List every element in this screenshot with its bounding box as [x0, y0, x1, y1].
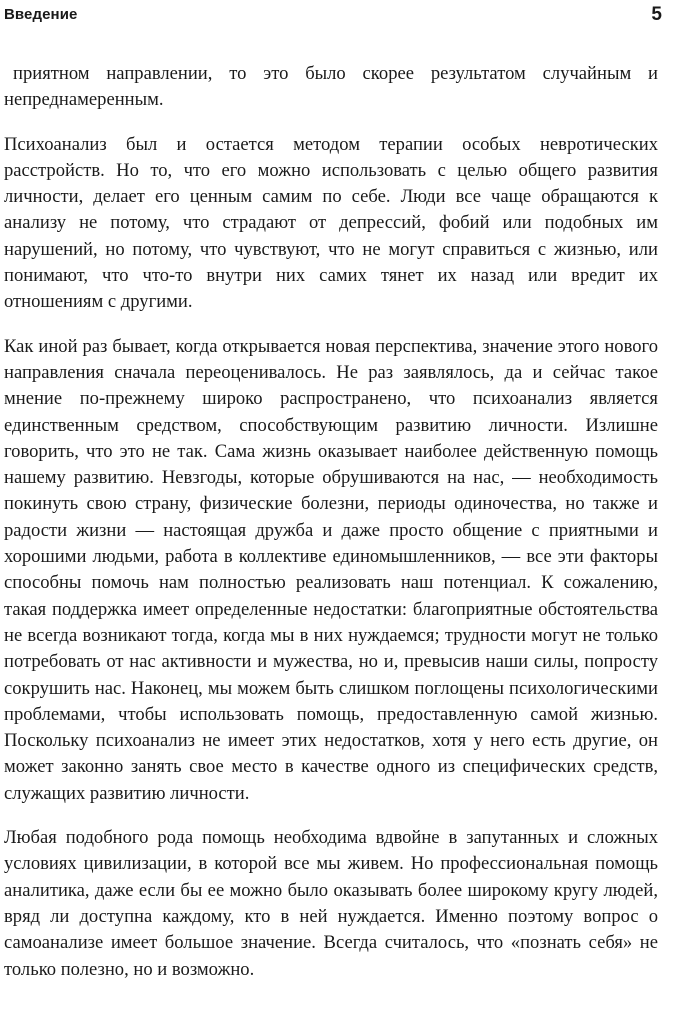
paragraph-psychoanalysis-therapy: Психоанализ был и остается методом терапии особых невротических расстройств. Но то, что его можно использовать с целью общего развития личности, делает его ценным самим по себе. Люди все чаще обращаются к анализу не потому, что страдают от депрессий, фобий или подобных им нарушений, но потому, что чувствуют, что не могут справиться с жизнью, или понимают, что что-то внутри них самих тянет их назад или вредит их отношениям с другими.	[4, 133, 658, 313]
section-title: Введение	[4, 6, 78, 23]
paragraph-continuation: приятном направлении, то это было скорее результатом случайным и непреднамеренным.	[4, 63, 658, 111]
paragraph-new-perspective: Как иной раз бывает, когда открывается новая перспектива, значение этого нового направления сначала переоценивалось. Не раз заявлялось, да и сейчас такое мнение по-прежнему широко распространено, что психоанализ является единственным средством, способствующим развитию личности. Излишне говорить, что это не так. Сама жизнь оказывает наиболее действенную помощь нашему развитию. Невзгоды, которые обрушиваются на нас, — необходимость покинуть свою страну, физические болезни, периоды одиночества, но также и радости жизни — настоящая дружба и даже просто общение с приятными и хорошими людьми, работа в коллективе единомышленников, — все эти факторы способны помочь нам полностью реализовать наш потенциал. К сожалению, такая поддержка имеет определенные недостатки: благоприятные обстоятельства не всегда возникают тогда, когда мы в них нуждаемся; трудности могут не только потребовать от нас активности и мужества, но и, превысив наши силы, попросту сокрушить нас. Наконец, мы можем быть слишком поглощены психологическими проблемами, чтобы использовать помощь, предоставленную самой жизнью. Поскольку психоанализ не имеет этих недостатков, хотя у него есть другие, он может законно занять свое место в качестве одного из специфических средств, служащих развитию личности.	[4, 335, 658, 804]
page-header	[4, 6, 662, 30]
paragraph-self-analysis: Любая подобного рода помощь необходима вдвойне в запутанных и сложных условиях цивилизации, в которой все мы живем. Но профессиональная помощь аналитика, даже если бы ее можно было оказывать более широкому кругу людей, вряд ли доступна каждому, кто в ней нуждается. Именно поэтому вопрос о самоанализе имеет большое значение. Всегда считалось, что «познать себя» не только полезно, но и возможно.	[4, 827, 658, 980]
page-number: 5	[651, 4, 662, 25]
body-text	[4, 61, 658, 983]
